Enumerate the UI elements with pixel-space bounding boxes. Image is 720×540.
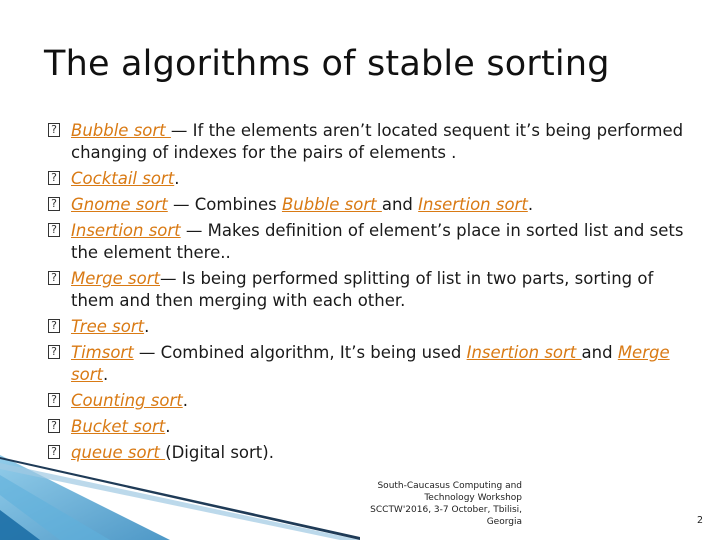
list-item bbox=[48, 120, 688, 164]
list-item bbox=[48, 268, 688, 312]
list-item bbox=[48, 416, 688, 438]
bullet-box-icon: ? bbox=[48, 393, 60, 407]
list-item bbox=[48, 390, 688, 412]
item-text: and bbox=[581, 343, 618, 362]
item-text: — If the elements aren’t located sequent it’s being performed changing of indexes for the pairs of elements . bbox=[71, 121, 684, 162]
list-item bbox=[48, 220, 688, 264]
link-insertion-sort[interactable]: Insertion sort bbox=[71, 221, 181, 240]
bullet-box-icon: ? bbox=[48, 123, 60, 137]
item-text: . bbox=[102, 365, 109, 384]
bullet-box-icon: ? bbox=[48, 171, 60, 185]
bullet-box-icon: ? bbox=[48, 223, 60, 237]
item-text: — Is being performed splitting of list in two parts, sorting of them and then merging with each other. bbox=[71, 269, 654, 310]
link-tree-sort[interactable]: Tree sort bbox=[71, 317, 145, 336]
link-cocktail-sort[interactable]: Cocktail sort bbox=[71, 169, 175, 188]
page-number: 2 bbox=[696, 515, 703, 526]
bullet-box-icon: ? bbox=[48, 271, 60, 285]
link-bucket-sort[interactable]: Bucket sort bbox=[71, 417, 166, 436]
item-text: (Digital sort). bbox=[165, 443, 274, 462]
link-merge-sort[interactable]: Merge sort bbox=[71, 343, 670, 384]
footer-line: Technology Workshop bbox=[424, 493, 522, 503]
link-gnome-sort[interactable]: Gnome sort bbox=[71, 195, 168, 214]
list-item bbox=[48, 194, 688, 216]
link-queue-sort[interactable]: queue sort bbox=[71, 443, 166, 462]
item-text: — Makes definition of element’s place in sorted list and sets the element there.. bbox=[71, 221, 684, 262]
footer-line: SCCTW'2016, 3-7 October, Tbilisi, bbox=[370, 505, 522, 515]
item-text: . bbox=[165, 417, 171, 436]
link-insertion-sort[interactable]: Insertion sort bbox=[418, 195, 528, 214]
footer-line: Georgia bbox=[486, 517, 522, 527]
list-item bbox=[48, 342, 688, 386]
bullet-box-icon: ? bbox=[48, 197, 60, 211]
footer-line: South-Caucasus Computing and bbox=[377, 481, 522, 491]
list-item bbox=[48, 316, 688, 338]
list-item bbox=[48, 442, 688, 464]
link-timsort[interactable]: Timsort bbox=[71, 343, 134, 362]
link-merge-sort[interactable]: Merge sort bbox=[71, 269, 160, 288]
bullet-box-icon: ? bbox=[48, 345, 60, 359]
item-text: — Combined algorithm, It’s being used bbox=[133, 343, 467, 362]
item-text: . bbox=[182, 391, 188, 410]
link-bubble-sort[interactable]: Bubble sort bbox=[71, 121, 171, 140]
item-text: and bbox=[381, 195, 419, 214]
item-text: — Combines bbox=[167, 195, 282, 214]
bullet-box-icon: ? bbox=[48, 445, 60, 459]
bullet-list bbox=[48, 120, 688, 468]
item-text: . bbox=[174, 169, 180, 188]
footer-conference-info bbox=[352, 480, 522, 528]
item-text: . bbox=[144, 317, 150, 336]
bullet-box-icon: ? bbox=[48, 419, 60, 433]
link-counting-sort[interactable]: Counting sort bbox=[71, 391, 183, 410]
page-title: The algorithms of stable sorting bbox=[44, 44, 610, 84]
list-item bbox=[48, 168, 688, 190]
link-bubble-sort[interactable]: Bubble sort bbox=[281, 195, 382, 214]
item-text: . bbox=[527, 195, 534, 214]
bullet-box-icon: ? bbox=[48, 319, 60, 333]
link-insertion-sort[interactable]: Insertion sort bbox=[466, 343, 582, 362]
